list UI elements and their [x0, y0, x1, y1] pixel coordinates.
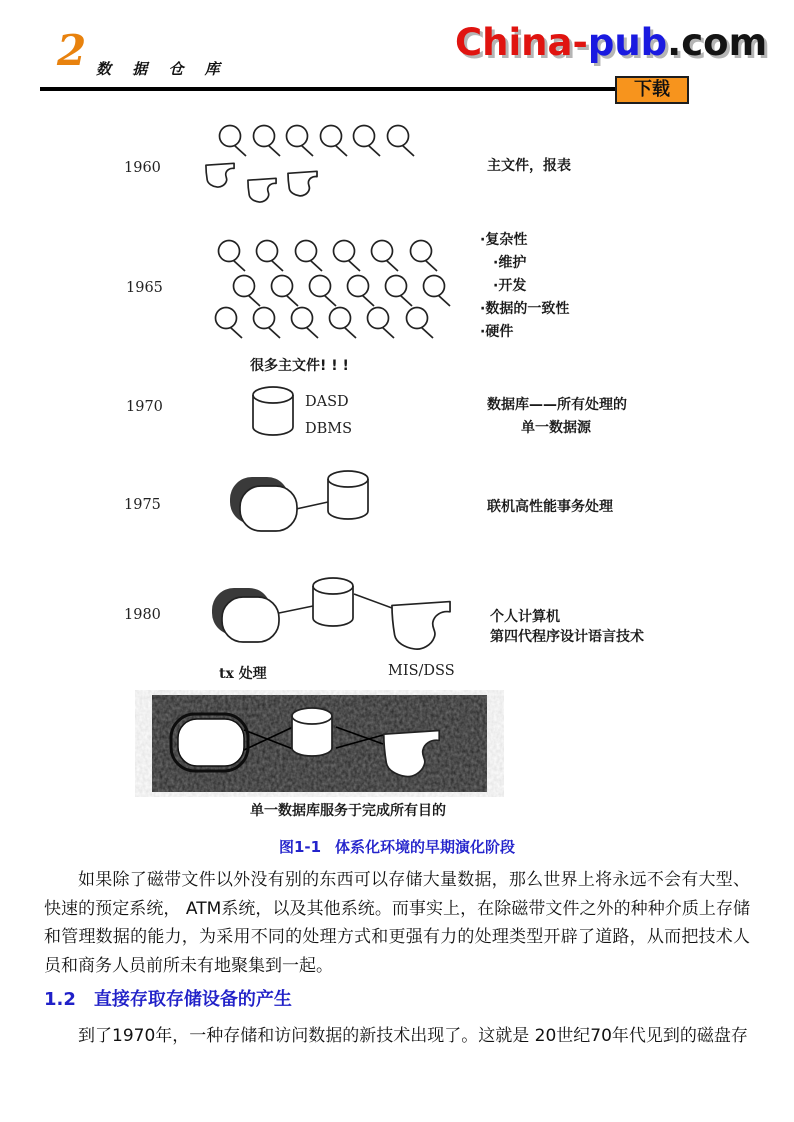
tape-icon	[219, 241, 246, 272]
tape-icon	[386, 276, 413, 307]
paragraph-tape-limitations: 如果除了磁带文件以外没有别的东西可以存储大量数据，那么世界上将永远不会有大型、快速的预定系统， ATM系统，以及其他系统。而事实上，在除磁带文件之外的种种介质上存储和管理数据的能力，为采用不同的处理方式和更强有力的处理类型开辟了道路，从而把技术人员和商务人员前所未有地聚集到一起。	[44, 870, 750, 976]
tape-icon	[287, 126, 314, 157]
issues-bullet-list	[480, 229, 569, 344]
tape-icon	[424, 276, 451, 307]
processor-icon	[230, 477, 297, 531]
tape-icon	[310, 276, 337, 307]
label-online-tx: 联机高性能事务处理	[487, 499, 613, 515]
section-number: 1.2	[44, 989, 76, 1010]
label-master-files: 主文件，报表	[487, 158, 571, 174]
tape-icon	[254, 308, 281, 339]
year-label-1970: 1970	[126, 399, 163, 415]
label-dbms: DBMS	[305, 421, 353, 437]
tape-icon	[330, 308, 357, 339]
processor-icon	[212, 588, 279, 642]
report-icon	[248, 178, 276, 202]
logo-part-china: China-	[455, 21, 588, 64]
download-button[interactable]: 下载	[615, 76, 689, 104]
section-heading-1-2	[44, 985, 292, 1011]
database-cylinder-icon	[253, 387, 293, 435]
report-icon	[206, 163, 234, 187]
figure-caption-title: 体系化环境的早期演化阶段	[335, 838, 516, 856]
connector-line	[296, 502, 328, 509]
connector-line	[279, 606, 313, 613]
section-title: 直接存取存储设备的产生	[93, 989, 292, 1010]
label-dasd: DASD	[305, 394, 349, 410]
tape-icon	[254, 126, 281, 157]
figure-caption	[0, 836, 794, 857]
year-label-1960: 1960	[124, 160, 161, 176]
report-icon	[288, 171, 317, 196]
label-database-line2: 单一数据源	[521, 420, 591, 436]
tape-icon	[388, 126, 415, 157]
bullet-hardware: ·硬件	[480, 324, 514, 340]
tape-icon	[411, 241, 438, 272]
tape-icon	[216, 308, 243, 339]
database-cylinder-icon	[292, 708, 332, 756]
bullet-data-consistency: ·数据的一致性	[480, 301, 570, 317]
tape-icon	[292, 308, 319, 339]
bullet-complexity: ·复杂性	[480, 232, 528, 248]
tape-icon	[234, 276, 261, 307]
label-pc: 个人计算机	[490, 609, 560, 625]
tape-icon	[372, 241, 399, 272]
tape-icon	[334, 241, 361, 272]
tape-icon	[321, 126, 348, 157]
tape-icon	[220, 126, 247, 157]
connector-line	[354, 594, 392, 608]
label-many-master-files: 很多主文件! ! !	[250, 358, 349, 374]
processor-icon	[178, 719, 244, 766]
tape-icon	[257, 241, 284, 272]
page-number: 2	[57, 26, 87, 75]
year-label-1980: 1980	[124, 607, 161, 623]
label-single-database: 单一数据库服务于完成所有目的	[250, 803, 446, 819]
figure-caption-number: 图1-1	[278, 838, 322, 856]
label-4gl: 第四代程序设计语言技术	[490, 629, 644, 645]
label-mis-dss: MIS/DSS	[388, 663, 455, 679]
database-cylinder-icon	[313, 578, 353, 626]
single-database-panel	[152, 695, 487, 792]
tape-icon	[348, 276, 375, 307]
tape-icon	[296, 241, 323, 272]
tape-icon	[407, 308, 434, 339]
year-label-1975: 1975	[124, 497, 161, 513]
report-icon	[392, 602, 450, 650]
paragraph-dasd-intro: 到了1970年，一种存储和访问数据的新技术出现了。这就是 20世纪70年代见到的磁盘存	[78, 1026, 748, 1046]
database-cylinder-icon	[328, 471, 368, 519]
tape-icon	[354, 126, 381, 157]
tape-icon	[272, 276, 299, 307]
label-tx-processing: tx 处理	[219, 666, 267, 682]
logo-part-pub: pub	[587, 21, 668, 64]
tape-icon	[368, 308, 395, 339]
bullet-maintenance: ·维护	[493, 255, 527, 271]
label-database-line1: 数据库——所有处理的	[487, 397, 627, 413]
year-label-1965: 1965	[126, 280, 163, 296]
book-title: 数 据 仓 库	[96, 60, 228, 78]
bullet-development: ·开发	[493, 278, 527, 294]
logo-part-com: .com	[667, 21, 768, 64]
